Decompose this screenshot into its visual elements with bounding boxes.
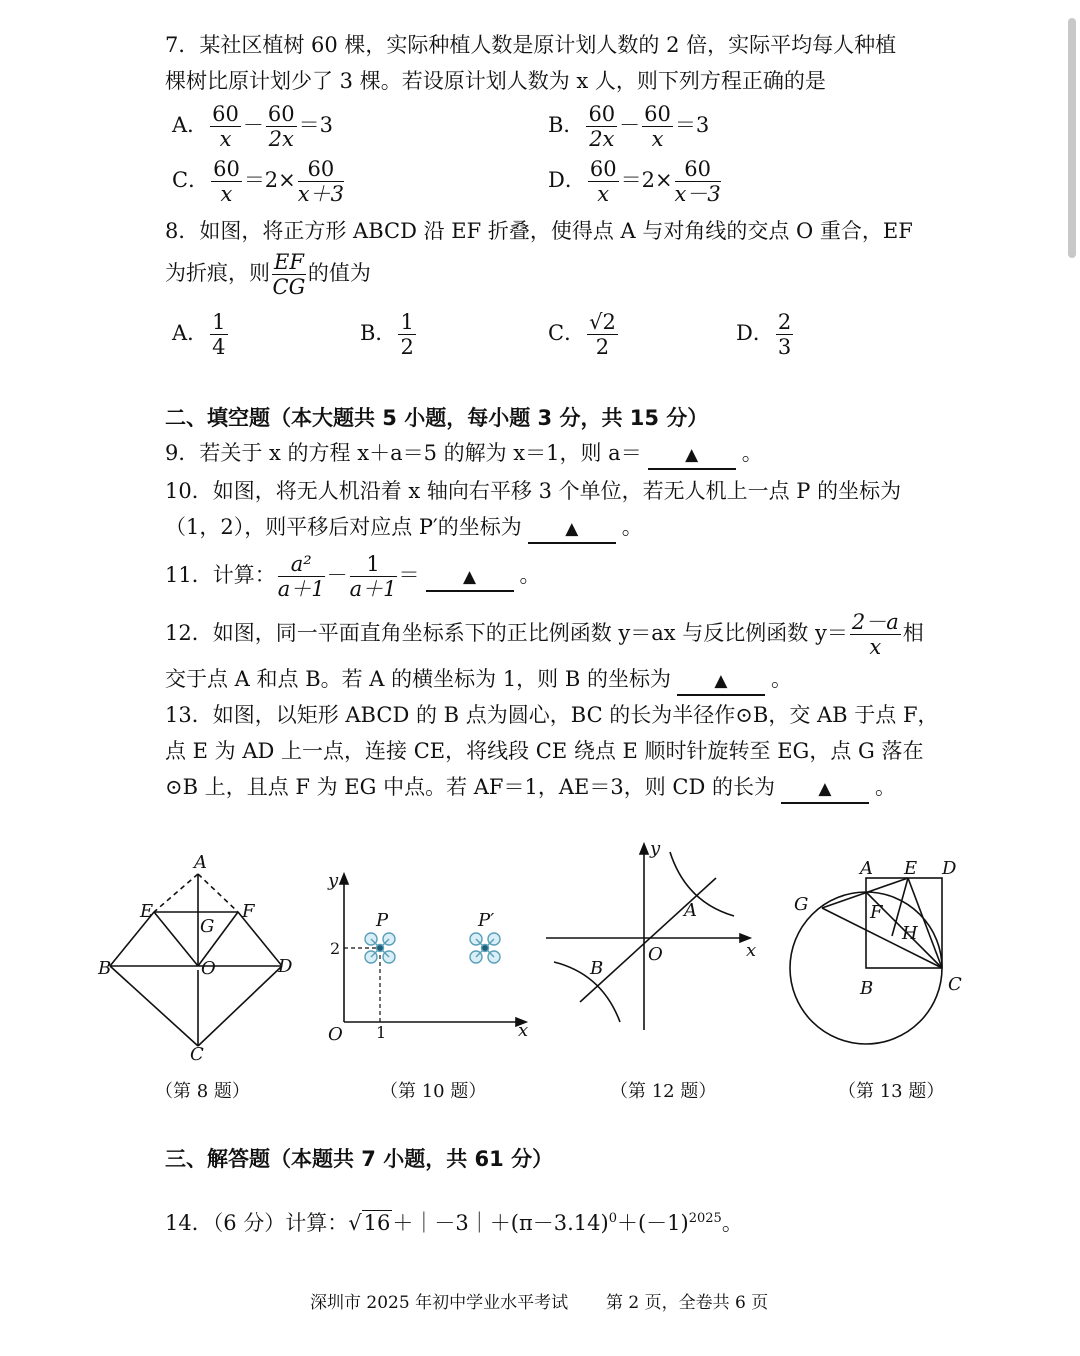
figure-10-diagram <box>320 862 540 1052</box>
q7-line2: 棵树比原计划少了 3 棵。若设原计划人数为 x 人，则下列方程正确的是 <box>165 69 826 93</box>
fig8-label-b: B <box>98 958 112 979</box>
q7-line1: 7．某社区植树 60 棵，实际种植人数是原计划人数的 2 倍，实际平均每人种植 <box>165 33 897 57</box>
q10-line2: （1，2），则平移后对应点 P′的坐标为 ▲ 。 <box>165 512 643 544</box>
footer-exam-title: 深圳市 2025 年初中学业水平考试 <box>310 1293 569 1313</box>
q8-option-b: B． $\frac{1}{2}$ <box>360 310 414 359</box>
q11: 11．计算： $\frac{\text{a²}}{a+1}$ － $\frac{1}{a+1}$ ＝ ▲ 。 <box>165 552 541 601</box>
answer-blank: ▲ <box>677 666 765 696</box>
fig13-label-b: B <box>860 978 874 999</box>
q14: 14．（6 分）计算：$√16+|-3|+(\pi-3.14)^0+(-1)^{2025}$。 <box>165 1211 743 1235</box>
figure-12-caption: （第 12 题） <box>610 1081 717 1102</box>
q13-line3: ⊙B 上，且点 F 为 EG 中点。若 AF＝1，AE＝3，则 CD 的长为 ▲ 。 <box>165 772 896 804</box>
figure-13-caption: （第 13 题） <box>838 1081 945 1102</box>
q7-option-b: B． $\frac{60}{2x}$ － $\frac{60}{x}$ ＝3 <box>548 102 710 151</box>
fig8-label-o: O <box>201 958 216 979</box>
figure-13-diagram <box>780 850 980 1060</box>
fig13-label-a: A <box>860 858 873 879</box>
answer-blank: ▲ <box>426 562 514 592</box>
q9: 9．若关于 x 的方程 x＋a＝5 的解为 x＝1，则 a＝ ▲ 。 <box>165 438 763 470</box>
fig10-label-x: x <box>518 1020 529 1041</box>
fig8-label-e: E <box>140 901 154 922</box>
fig13-label-c: C <box>948 974 962 995</box>
fig12-label-b: B <box>590 958 604 979</box>
fig10-label-p-prime: P′ <box>478 910 495 931</box>
q12-line1: 12．如图，同一平面直角坐标系下的正比例函数 y＝ax 与反比例函数 y＝ $\frac{2-a}{x}$ 相 <box>165 610 924 659</box>
fig10-label-p: P <box>376 910 389 931</box>
fig13-label-h: H <box>902 923 918 944</box>
answer-blank: ▲ <box>781 774 869 804</box>
q7-option-d: D． $\frac{60}{x}$ ＝2× $\frac{60}{x-3}$ <box>548 157 721 206</box>
answer-blank: ▲ <box>528 514 616 544</box>
q13-line1: 13．如图，以矩形 ABCD 的 B 点为圆心，BC 的长为半径作⊙B，交 AB 于点 F， <box>165 703 939 727</box>
fig8-label-g: G <box>200 916 215 937</box>
fig12-label-o: O <box>648 944 663 965</box>
q12-line2: 交于点 A 和点 B。若 A 的横坐标为 1，则 B 的坐标为 ▲ 。 <box>165 664 792 696</box>
fig8-label-c: C <box>190 1044 204 1065</box>
fig10-tick-1: 1 <box>376 1023 387 1042</box>
fig10-tick-2: 2 <box>330 939 341 958</box>
q7-option-a: A． $\frac{60}{x}$ － $\frac{60}{2x}$ ＝3 <box>172 102 334 151</box>
q8-option-a: A． $\frac{1}{4}$ <box>172 310 226 359</box>
q8-option-d: D． $\frac{2}{3}$ <box>736 310 792 359</box>
drone-p-prime-icon <box>470 933 500 963</box>
q7-option-c: C． $\frac{60}{x}$ ＝2× $\frac{60}{x+3}$ <box>172 157 344 206</box>
figure-8-diagram <box>90 850 310 1070</box>
q13-line2: 点 E 为 AD 上一点，连接 CE，将线段 CE 绕点 E 顺时针旋转至 EG，点 G 落在 <box>165 739 924 763</box>
fig12-label-y: y <box>650 838 661 859</box>
scrollbar[interactable] <box>1068 18 1076 258</box>
fig12-label-a: A <box>684 900 697 921</box>
fig13-label-g: G <box>794 894 809 915</box>
figure-10-caption: （第 10 题） <box>380 1081 487 1102</box>
fig10-label-o: O <box>328 1024 343 1045</box>
fig8-label-f: F <box>242 901 255 922</box>
q8-option-c: C． $\frac{√2}{2}$ <box>548 310 616 359</box>
q10-line1: 10．如图，将无人机沿着 x 轴向右平移 3 个单位，若无人机上一点 P 的坐标为 <box>165 479 902 503</box>
section-2-heading: 二、填空题（本大题共 5 小题，每小题 3 分，共 15 分） <box>165 406 709 430</box>
q8-line2: 为折痕，则 $\frac{EF}{CG}$ 的值为 <box>165 250 371 299</box>
answer-blank: ▲ <box>648 440 736 470</box>
fig8-label-d: D <box>278 956 293 977</box>
q8-line1: 8．如图，将正方形 ABCD 沿 EF 折叠，使得点 A 与对角线的交点 O 重合，EF <box>165 219 913 243</box>
fig13-label-f: F <box>870 902 883 923</box>
fig10-label-y: y <box>328 870 339 891</box>
figure-12-diagram <box>540 838 770 1038</box>
footer-page-number: 第 2 页，全卷共 6 页 <box>606 1293 769 1313</box>
fig12-label-x: x <box>746 940 757 961</box>
fig13-label-e: E <box>904 858 918 879</box>
fig8-label-a: A <box>194 852 207 873</box>
section-3-heading: 三、解答题（本题共 7 小题，共 61 分） <box>165 1147 554 1171</box>
fig13-label-d: D <box>942 858 957 879</box>
figure-8-caption: （第 8 题） <box>155 1081 250 1102</box>
